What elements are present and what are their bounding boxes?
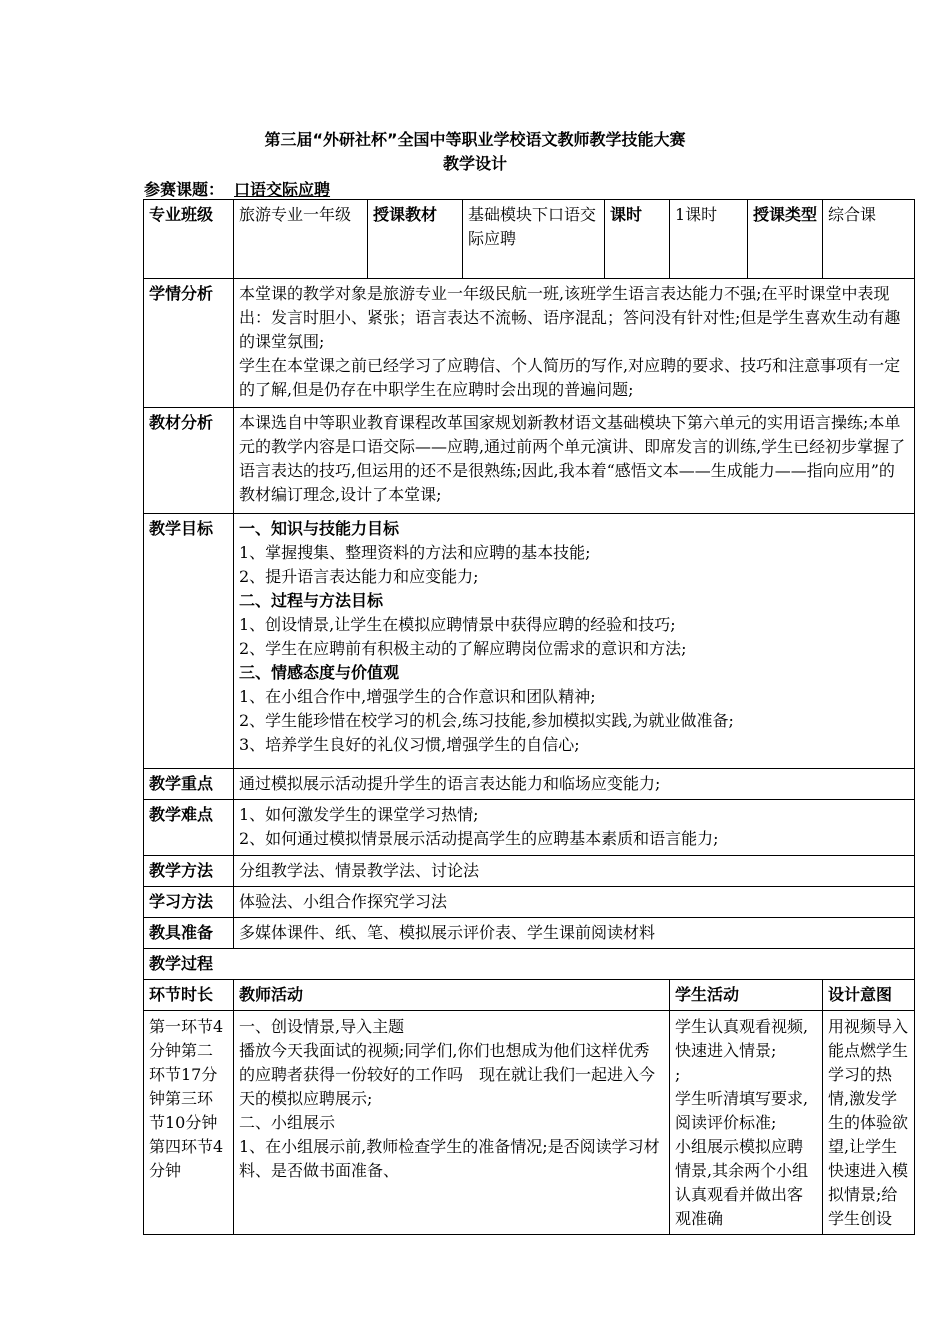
info-row xyxy=(144,200,915,279)
process-header-teacher: 教师活动 xyxy=(234,980,670,1011)
tools-row xyxy=(144,918,915,949)
student-analysis-p1: 本堂课的教学对象是旅游专业一年级民航一班,该班学生语言表达能力不强;在平时课堂中表现出：发言时胆小、紧张；语言表达不流畅、语序混乱；答问没有针对性;但是学生喜欢生动有趣的课堂氛围; xyxy=(239,284,901,351)
goals-content xyxy=(234,514,915,769)
hours-value: 1课时 xyxy=(670,200,748,279)
goal-item: 2、学生在应聘前有积极主动的了解应聘岗位需求的意识和方法; xyxy=(239,639,687,658)
textbook-analysis-text: 本课选自中等职业教育课程改革国家规划新教材语文基础模块下第六单元的实用语言操练;本单元的教学内容是口语交际——应聘,通过前两个单元演讲、即席发言的训练,学生已经初步掌握了语言表达的技巧,但运用的还不是很熟练;因此,我本着“感悟文本——生成能力——指向应用”的教材编订理念,设计了本堂课; xyxy=(234,408,915,514)
document-subtitle: 教学设计 xyxy=(442,154,507,173)
teacher-activity-line: 一、创设情景,导入主题 xyxy=(239,1017,405,1036)
difficulty-content xyxy=(234,800,915,856)
topic-label: 参赛课题： xyxy=(144,180,225,199)
student-analysis-row xyxy=(144,279,915,408)
type-value: 综合课 xyxy=(823,200,915,279)
learning-label: 学习方法 xyxy=(144,887,234,918)
goal-item: 3、培养学生良好的礼仪习惯,增强学生的自信心; xyxy=(239,735,580,754)
method-value: 分组教学法、情景教学法、讨论法 xyxy=(234,856,915,887)
difficulty-item: 1、如何激发学生的课堂学习热情; xyxy=(239,805,479,824)
student-analysis-text xyxy=(234,279,915,408)
goal-item: 2、提升语言表达能力和应变能力; xyxy=(239,567,479,586)
process-label: 教学过程 xyxy=(144,949,915,980)
goal-item: 1、掌握搜集、整理资料的方法和应聘的基本技能; xyxy=(239,543,591,562)
goal-item: 2、学生能珍惜在校学习的机会,练习技能,参加模拟实践,为就业做准备; xyxy=(239,711,734,730)
student-activity-line: 学生听清填写要求,阅读评价标准; xyxy=(675,1089,809,1132)
topic-line xyxy=(144,177,330,200)
difficulty-label: 教学难点 xyxy=(144,800,234,856)
method-row xyxy=(144,856,915,887)
key-point-label: 教学重点 xyxy=(144,769,234,800)
process-student-activity xyxy=(670,1011,823,1235)
key-point-row xyxy=(144,769,915,800)
major-label: 专业班级 xyxy=(144,200,234,279)
teacher-activity-line: 播放今天我面试的视频;同学们,你们也想成为他们这样优秀的应聘者获得一份较好的工作吗 现在就让我们一起进入今天的模拟应聘展示; xyxy=(239,1041,656,1108)
hours-label: 课时 xyxy=(605,200,670,279)
process-header-intent: 设计意图 xyxy=(823,980,915,1011)
goal-item: 1、创设情景,让学生在模拟应聘情景中获得应聘的经验和技巧; xyxy=(239,615,676,634)
topic-value: 口语交际应聘 xyxy=(234,180,331,199)
student-activity-line: 学生认真观看视频,快速进入情景; xyxy=(675,1017,809,1060)
tools-label: 教具准备 xyxy=(144,918,234,949)
goals-label: 教学目标 xyxy=(144,514,234,769)
goal-heading-1: 一、知识与技能力目标 xyxy=(239,519,400,538)
process-teacher-activity xyxy=(234,1011,670,1235)
process-header-student: 学生活动 xyxy=(670,980,823,1011)
process-content-row xyxy=(144,1011,915,1235)
student-activity-line: ; xyxy=(675,1065,681,1084)
difficulty-row xyxy=(144,800,915,856)
major-value: 旅游专业一年级 xyxy=(234,200,368,279)
type-label: 授课类型 xyxy=(748,200,823,279)
student-analysis-p2: 学生在本堂课之前已经学习了应聘信、个人简历的写作,对应聘的要求、技巧和注意事项有一定的了解,但是仍存在中职学生在应聘时会出现的普遍问题; xyxy=(239,356,901,399)
teacher-activity-line: 二、小组展示 xyxy=(239,1113,336,1132)
process-design-intent: 用视频导入能点燃学生学习的热情,激发学生的体验欲望,让学生快速进入模拟情景;给学生创设 xyxy=(823,1011,915,1235)
learning-row xyxy=(144,887,915,918)
process-label-row xyxy=(144,949,915,980)
textbook-analysis-row xyxy=(144,408,915,514)
goal-item: 1、在小组合作中,增强学生的合作意识和团队精神; xyxy=(239,687,596,706)
difficulty-item: 2、如何通过模拟情景展示活动提高学生的应聘基本素质和语言能力; xyxy=(239,829,719,848)
method-label: 教学方法 xyxy=(144,856,234,887)
document-title: 第三届“外研社杯”全国中等职业学校语文教师教学技能大赛 xyxy=(264,130,686,149)
tools-value: 多媒体课件、纸、笔、模拟展示评价表、学生课前阅读材料 xyxy=(234,918,915,949)
student-activity-line: 小组展示模拟应聘情景,其余两个小组认真观看并做出客观准确 xyxy=(675,1137,809,1228)
lesson-plan-table xyxy=(143,199,915,1235)
process-header-stage: 环节时长 xyxy=(144,980,234,1011)
teacher-activity-line: 1、在小组展示前,教师检查学生的准备情况;是否阅读学习材料、是否做书面准备、 xyxy=(239,1137,660,1180)
goals-row xyxy=(144,514,915,769)
goal-heading-2: 二、过程与方法目标 xyxy=(239,591,384,610)
goal-heading-3: 三、情感态度与价值观 xyxy=(239,663,400,682)
process-header-row xyxy=(144,980,915,1011)
textbook-label: 授课教材 xyxy=(368,200,463,279)
textbook-analysis-label: 教材分析 xyxy=(144,408,234,514)
key-point-value: 通过模拟展示活动提升学生的语言表达能力和临场应变能力; xyxy=(234,769,915,800)
learning-value: 体验法、小组合作探究学习法 xyxy=(234,887,915,918)
student-analysis-label: 学情分析 xyxy=(144,279,234,408)
textbook-value: 基础模块下口语交际应聘 xyxy=(463,200,605,279)
process-stages: 第一环节4分钟第二环节17分钟第三环节10分钟第四环节4分钟 xyxy=(144,1011,234,1235)
